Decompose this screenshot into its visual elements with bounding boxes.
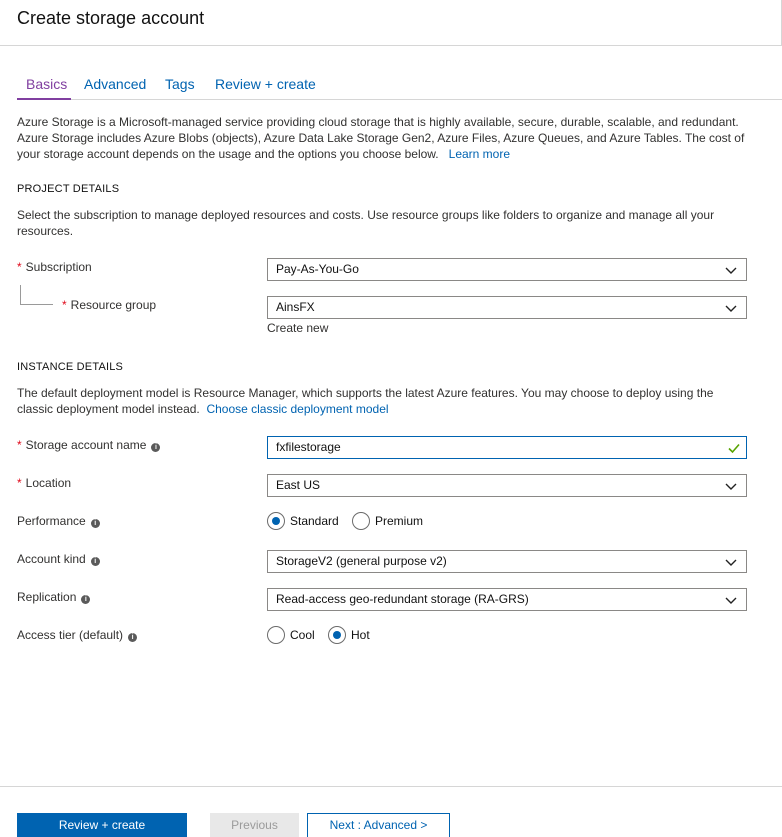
- replication-select[interactable]: Read-access geo-redundant storage (RA-GRS): [267, 588, 747, 611]
- chevron-down-icon: [725, 556, 737, 568]
- resource-group-label: * Resource group: [62, 298, 157, 312]
- account-kind-label: Account kind i: [17, 552, 100, 566]
- location-label: * Location: [17, 476, 72, 490]
- chevron-down-icon: [725, 302, 737, 314]
- create-new-link[interactable]: Create new: [267, 321, 329, 335]
- review-create-button[interactable]: Review + create: [17, 813, 187, 837]
- radio-selected-icon: [267, 512, 285, 530]
- tree-connector: [20, 285, 53, 305]
- resource-group-select[interactable]: AinsFX: [267, 296, 747, 319]
- project-details-heading: PROJECT DETAILS: [17, 183, 120, 195]
- chevron-down-icon: [725, 594, 737, 606]
- subscription-select[interactable]: Pay-As-You-Go: [267, 258, 747, 281]
- access-tier-label: Access tier (default) i: [17, 628, 137, 642]
- previous-button[interactable]: Previous: [210, 813, 299, 837]
- tab-tags[interactable]: Tags: [165, 76, 195, 92]
- access-tier-cool-radio[interactable]: Cool: [267, 626, 315, 644]
- tab-bar: [17, 76, 782, 100]
- subscription-label: * Subscription: [17, 260, 92, 274]
- learn-more-link[interactable]: Learn more: [448, 147, 511, 161]
- required-marker: *: [17, 476, 22, 490]
- performance-standard-radio[interactable]: Standard: [267, 512, 339, 530]
- next-advanced-button[interactable]: Next : Advanced >: [307, 813, 450, 837]
- access-tier-hot-radio[interactable]: Hot: [328, 626, 370, 644]
- info-icon[interactable]: i: [81, 595, 90, 604]
- radio-selected-icon: [328, 626, 346, 644]
- radio-unselected-icon: [267, 626, 285, 644]
- info-icon[interactable]: i: [91, 557, 100, 566]
- instance-details-heading: INSTANCE DETAILS: [17, 361, 124, 373]
- instance-details-description: The default deployment model is Resource Manager, which supports the latest Azure features. You may choose to deploy using the classic deployment model instead. Choose classic deployment model: [17, 386, 714, 416]
- required-marker: *: [17, 438, 22, 452]
- intro-text: Azure Storage is a Microsoft-managed service providing cloud storage that is highly available, secure, durable, scalable, and redundant. Azure Storage includes Azure Blobs (objects), Azure Data Lake Storage Gen2, Azure Files, Azure Queues, and Azure Tables. The cost of your storage account depends on the usage and the options you choose below. Learn more: [17, 115, 745, 161]
- account-kind-select[interactable]: StorageV2 (general purpose v2): [267, 550, 747, 573]
- replication-label: Replication i: [17, 590, 90, 604]
- info-icon[interactable]: i: [151, 443, 160, 452]
- required-marker: *: [17, 260, 22, 274]
- footer-bar: [0, 786, 782, 837]
- required-marker: *: [62, 298, 67, 312]
- chevron-down-icon: [725, 264, 737, 276]
- tab-review-create[interactable]: Review + create: [215, 76, 316, 92]
- project-details-description: Select the subscription to manage deployed resources and costs. Use resource groups like folders to organize and manage all your resources.: [17, 208, 715, 238]
- info-icon[interactable]: i: [91, 519, 100, 528]
- storage-account-name-input[interactable]: fxfilestorage: [267, 436, 747, 459]
- chevron-down-icon: [725, 480, 737, 492]
- tab-basics[interactable]: Basics: [17, 76, 71, 100]
- page-title: Create storage account: [17, 8, 205, 28]
- classic-deployment-link[interactable]: Choose classic deployment model: [206, 402, 389, 416]
- radio-unselected-icon: [352, 512, 370, 530]
- info-icon[interactable]: i: [128, 633, 137, 642]
- storage-account-name-label: * Storage account name i: [17, 438, 160, 452]
- location-select[interactable]: East US: [267, 474, 747, 497]
- performance-premium-radio[interactable]: Premium: [352, 512, 423, 530]
- performance-label: Performance i: [17, 514, 100, 528]
- tab-advanced[interactable]: Advanced: [84, 76, 147, 92]
- checkmark-icon: [727, 441, 741, 455]
- page-header: [0, 0, 782, 46]
